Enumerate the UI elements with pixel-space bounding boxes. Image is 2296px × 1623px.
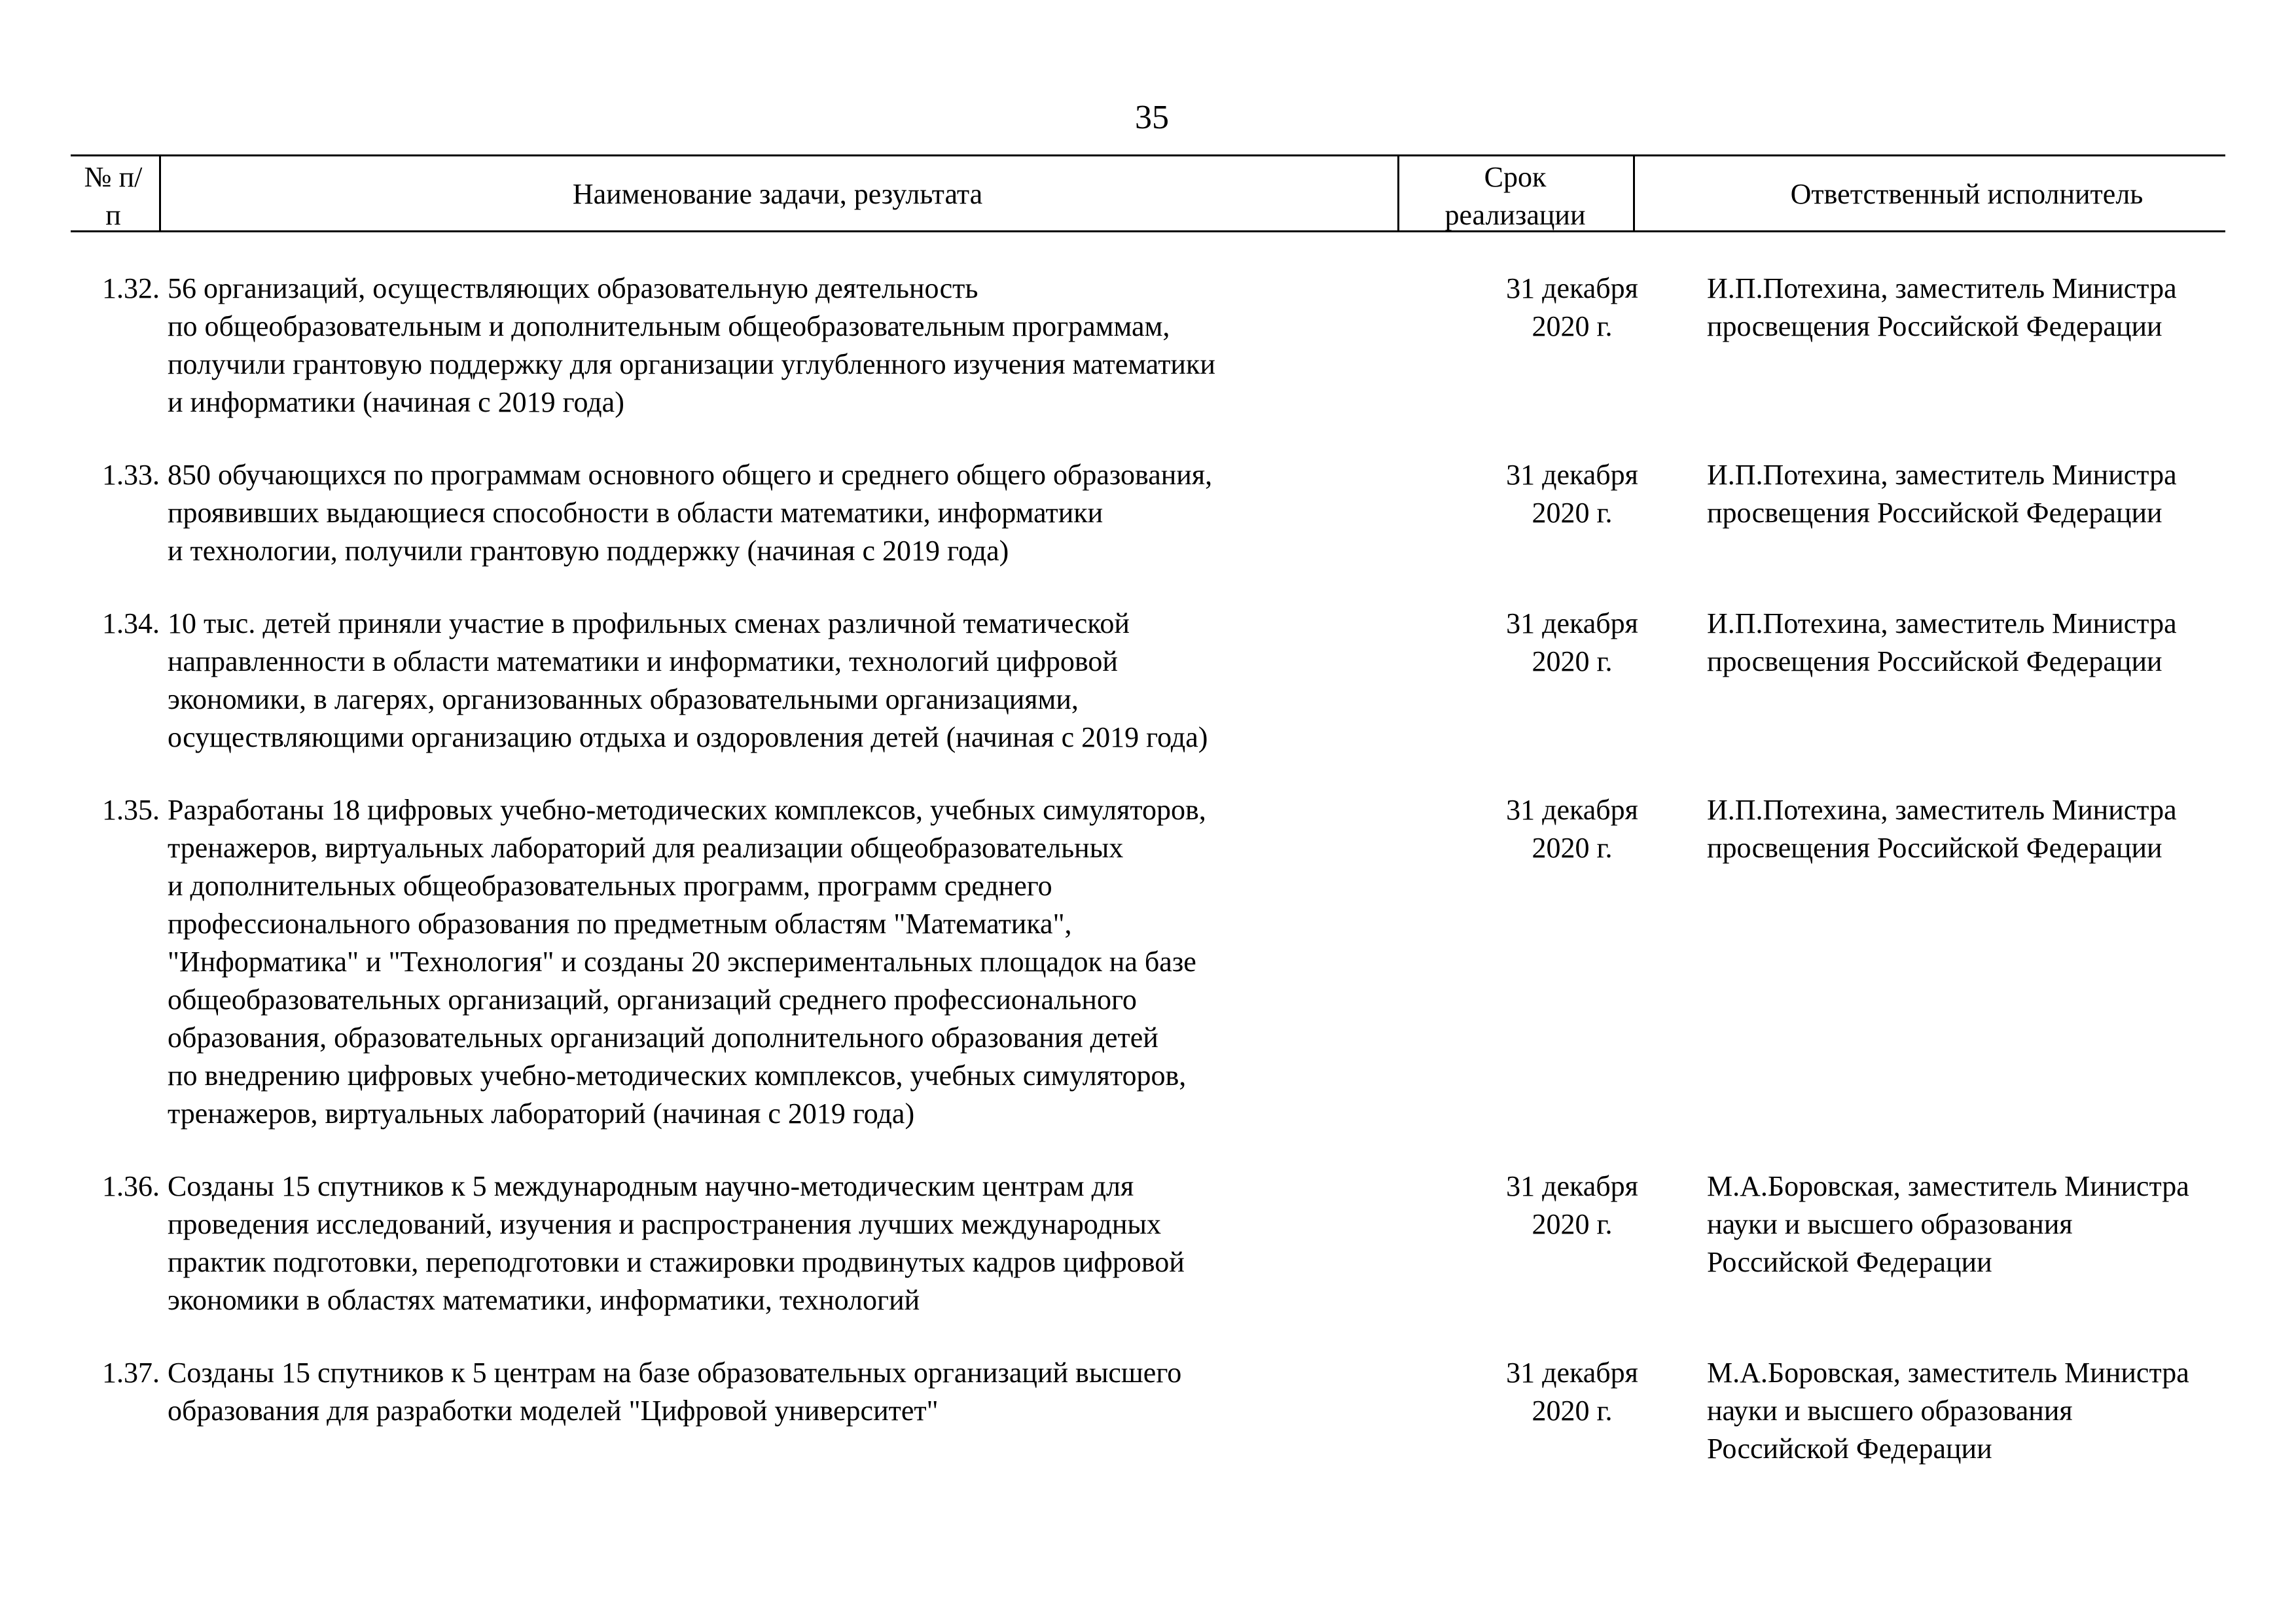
task-description-line: Созданы 15 спутников к 5 международным научно-методическим центрам для (168, 1170, 1134, 1202)
task-responsible (1694, 1168, 2244, 1281)
task-description-line: Созданы 15 спутников к 5 центрам на базе образовательных организаций высшего (168, 1357, 1182, 1389)
task-deadline-line: 2020 г. (1532, 1208, 1613, 1240)
task-description-line: направленности в области математики и информатики, технологий цифровой (168, 645, 1118, 677)
task-responsible-line: просвещения Российской Федерации (1707, 310, 2162, 342)
header-divider-2 (1397, 154, 1399, 232)
task-deadline (1450, 605, 1694, 681)
page-number: 35 (1135, 99, 1169, 136)
task-responsible (1694, 456, 2244, 532)
task-responsible-line: науки и высшего образования (1707, 1208, 2073, 1240)
task-description-line: практик подготовки, переподготовки и стажировки продвинутых кадров цифровой (168, 1246, 1185, 1278)
task-deadline-line: 31 декабря (1506, 459, 1638, 491)
task-description (168, 605, 1450, 757)
task-description-line: проявивших выдающиеся способности в области математики, информатики (168, 497, 1103, 529)
task-description-line: экономики в областях математики, информатики, технологий (168, 1284, 920, 1316)
task-responsible-line: просвещения Российской Федерации (1707, 645, 2162, 677)
task-responsible-line: просвещения Российской Федерации (1707, 497, 2162, 529)
header-responsible: Ответственный исполнитель (1790, 178, 2144, 210)
row-number: 1.36. (102, 1170, 160, 1202)
header-number-line1: № п/ (84, 161, 143, 193)
table-row (71, 605, 2231, 757)
task-deadline-line: 2020 г. (1532, 1395, 1613, 1427)
task-description-line: проведения исследований, изучения и распространения лучших международных (168, 1208, 1161, 1240)
task-description-line: образования, образовательных организаций дополнительного образования детей (168, 1022, 1158, 1054)
task-description-line: получили грантовую поддержку для организации углубленного изучения математики (168, 348, 1215, 380)
task-description (168, 456, 1450, 570)
table-row (71, 791, 2231, 1133)
task-deadline-line: 2020 г. (1532, 497, 1613, 529)
task-description-line: по общеобразовательным и дополнительным общеобразовательным программам, (168, 310, 1170, 342)
task-deadline-line: 2020 г. (1532, 832, 1613, 864)
task-description-line: тренажеров, виртуальных лабораторий для реализации общеобразовательных (168, 832, 1124, 864)
task-deadline-line: 31 декабря (1506, 607, 1638, 639)
task-description-line: 850 обучающихся по программам основного общего и среднего общего образования, (168, 459, 1213, 491)
table-row (71, 270, 2231, 421)
task-responsible (1694, 1354, 2244, 1468)
table-row (71, 1168, 2231, 1319)
task-responsible-line: Российской Федерации (1707, 1433, 1992, 1465)
row-number: 1.37. (102, 1357, 160, 1389)
task-deadline-line: 31 декабря (1506, 794, 1638, 826)
task-description (168, 791, 1450, 1133)
task-deadline (1450, 456, 1694, 532)
task-description-line: тренажеров, виртуальных лабораторий (начиная с 2019 года) (168, 1097, 915, 1130)
row-number: 1.33. (102, 459, 160, 491)
row-number: 1.34. (102, 607, 160, 639)
task-description-line: и технологии, получили грантовую поддержку (начиная с 2019 года) (168, 535, 1009, 567)
task-responsible-line: И.П.Потехина, заместитель Министра (1707, 607, 2177, 639)
task-responsible-line: просвещения Российской Федерации (1707, 832, 2162, 864)
row-number: 1.32. (102, 272, 160, 304)
header-top-rule (71, 154, 2225, 156)
task-description-line: и дополнительных общеобразовательных программ, программ среднего (168, 870, 1052, 902)
task-deadline (1450, 270, 1694, 346)
task-description (168, 1168, 1450, 1319)
task-description-line: общеобразовательных организаций, организаций среднего профессионального (168, 984, 1137, 1016)
task-deadline (1450, 1168, 1694, 1243)
task-responsible (1694, 270, 2244, 346)
task-description-line: "Информатика" и "Технология" и созданы 20 экспериментальных площадок на базе (168, 946, 1196, 978)
task-description-line: и информатики (начиная с 2019 года) (168, 386, 624, 418)
task-deadline (1450, 1354, 1694, 1430)
header-term (1401, 158, 1630, 234)
task-deadline-line: 31 декабря (1506, 1357, 1638, 1389)
task-description (168, 1354, 1450, 1430)
task-responsible-line: науки и высшего образования (1707, 1395, 2073, 1427)
task-responsible (1694, 791, 2244, 867)
header-term-line2: реализации (1444, 199, 1586, 231)
task-deadline-line: 2020 г. (1532, 645, 1613, 677)
task-responsible-line: М.А.Боровская, заместитель Министра (1707, 1357, 2189, 1389)
task-deadline (1450, 791, 1694, 867)
task-description-line: 10 тыс. детей приняли участие в профильных сменах различной тематической (168, 607, 1130, 639)
table-body (71, 270, 2231, 1503)
table-row (71, 456, 2231, 570)
header-number (71, 158, 156, 234)
task-description-line: Разработаны 18 цифровых учебно-методических комплексов, учебных симуляторов, (168, 794, 1206, 826)
task-description-line: осуществляющими организацию отдыха и оздоровления детей (начиная с 2019 года) (168, 721, 1208, 753)
task-responsible-line: И.П.Потехина, заместитель Министра (1707, 794, 2177, 826)
task-responsible-line: М.А.Боровская, заместитель Министра (1707, 1170, 2189, 1202)
task-description-line: по внедрению цифровых учебно-методических комплексов, учебных симуляторов, (168, 1060, 1187, 1092)
header-term-line1: Срок (1484, 161, 1547, 193)
task-responsible-line: Российской Федерации (1707, 1246, 1992, 1278)
task-deadline-line: 31 декабря (1506, 272, 1638, 304)
table-row (71, 1354, 2231, 1468)
header-number-line2: п (105, 199, 121, 231)
task-deadline-line: 31 декабря (1506, 1170, 1638, 1202)
task-description-line: экономики, в лагерях, организованных образовательными организациями, (168, 683, 1079, 715)
header-bottom-rule (71, 230, 2225, 232)
header-task-name: Наименование задачи, результата (572, 178, 983, 210)
task-responsible-line: И.П.Потехина, заместитель Министра (1707, 459, 2177, 491)
task-description (168, 270, 1450, 421)
task-responsible-line: И.П.Потехина, заместитель Министра (1707, 272, 2177, 304)
task-description-line: 56 организаций, осуществляющих образовательную деятельность (168, 272, 978, 304)
task-deadline-line: 2020 г. (1532, 310, 1613, 342)
task-description-line: образования для разработки моделей "Цифровой университет" (168, 1395, 939, 1427)
header-divider-3 (1633, 154, 1635, 232)
row-number: 1.35. (102, 794, 160, 826)
task-responsible (1694, 605, 2244, 681)
task-description-line: профессионального образования по предметным областям "Математика", (168, 908, 1072, 940)
header-divider-1 (159, 154, 161, 232)
